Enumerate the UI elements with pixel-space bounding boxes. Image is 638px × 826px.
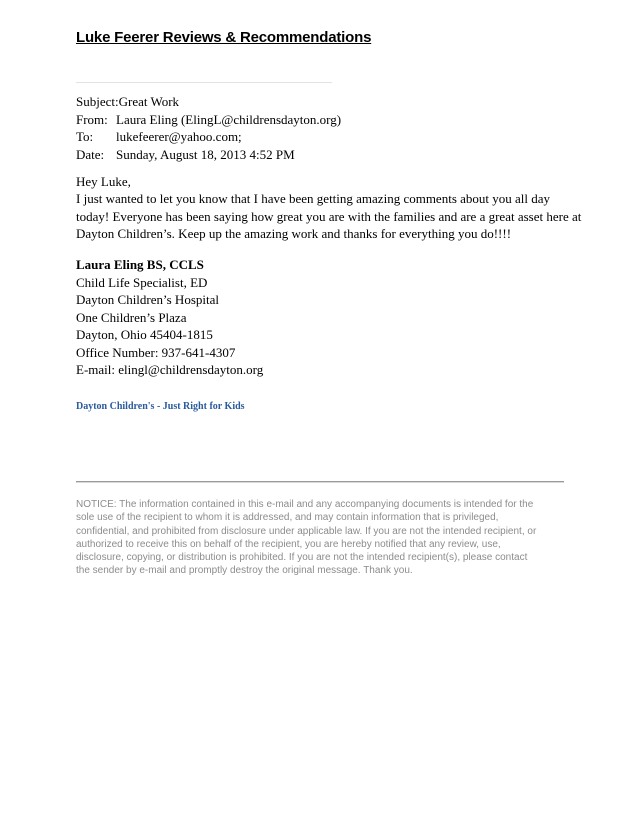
message-line: today! Everyone has been saying how great you are with the families and are a great asset here at [76,208,582,224]
notice-divider [76,481,564,483]
signature-block [76,256,263,379]
from-value: Laura Eling (ElingL@childrensdayton.org) [116,111,342,127]
signature-email: E-mail: elingl@childrensdayton.org [76,362,264,377]
notice-line: authorized to receive this on behalf of the recipient, you are hereby notified that any review, use, [76,538,501,550]
header-divider [76,82,332,83]
confidentiality-notice [76,498,571,578]
signature-title: Child Life Specialist, ED [76,274,208,290]
from-label: From: [76,111,108,127]
message-line: Dayton Children’s. Keep up the amazing work and thanks for everything you do!!!! [76,226,512,241]
notice-line: sole use of the recipient to whom it is addressed, and may contain information that is privileged, [76,512,499,524]
date-row [76,146,341,164]
to-label: To: [76,129,94,144]
notice-line: NOTICE: The information contained in this e-mail and any accompanying documents is intended for the [76,499,534,510]
message-line: I just wanted to let you know that I have been getting amazing comments about you all day [76,191,551,206]
message-body [76,190,582,243]
signature-office-number: Office Number: 937-641-4307 [76,344,236,360]
date-value: Sunday, August 18, 2013 4:52 PM [116,146,295,162]
notice-line: disclosure, copying, or distribution is prohibited. If you are not the intended recipient(s), please contact [76,552,528,564]
email-header [76,93,341,163]
signature-address-line: One Children’s Plaza [76,309,187,325]
date-label: Date: [76,146,105,162]
organization-tagline: Dayton Children's - Just Right for Kids [76,401,245,412]
page-title: Luke Feerer Reviews & Recommendations [76,29,372,46]
signature-city-line: Dayton, Ohio 45404-1815 [76,327,213,342]
to-value: lukefeerer@yahoo.com; [116,129,242,144]
signature-organization: Dayton Children’s Hospital [76,292,219,307]
notice-line: the sender by e-mail and promptly destroy the original message. Thank you. [76,565,413,577]
subject-value: Great Work [118,94,180,109]
signature-name: Laura Eling BS, CCLS [76,257,204,272]
subject-row [76,93,341,111]
from-row [76,111,341,129]
greeting: Hey Luke, [76,174,131,189]
notice-line: confidential, and prohibited from disclosure under applicable law. If you are not the intended recipient, or [76,525,537,537]
subject-label: Subject: [76,94,119,109]
to-row [76,128,341,146]
